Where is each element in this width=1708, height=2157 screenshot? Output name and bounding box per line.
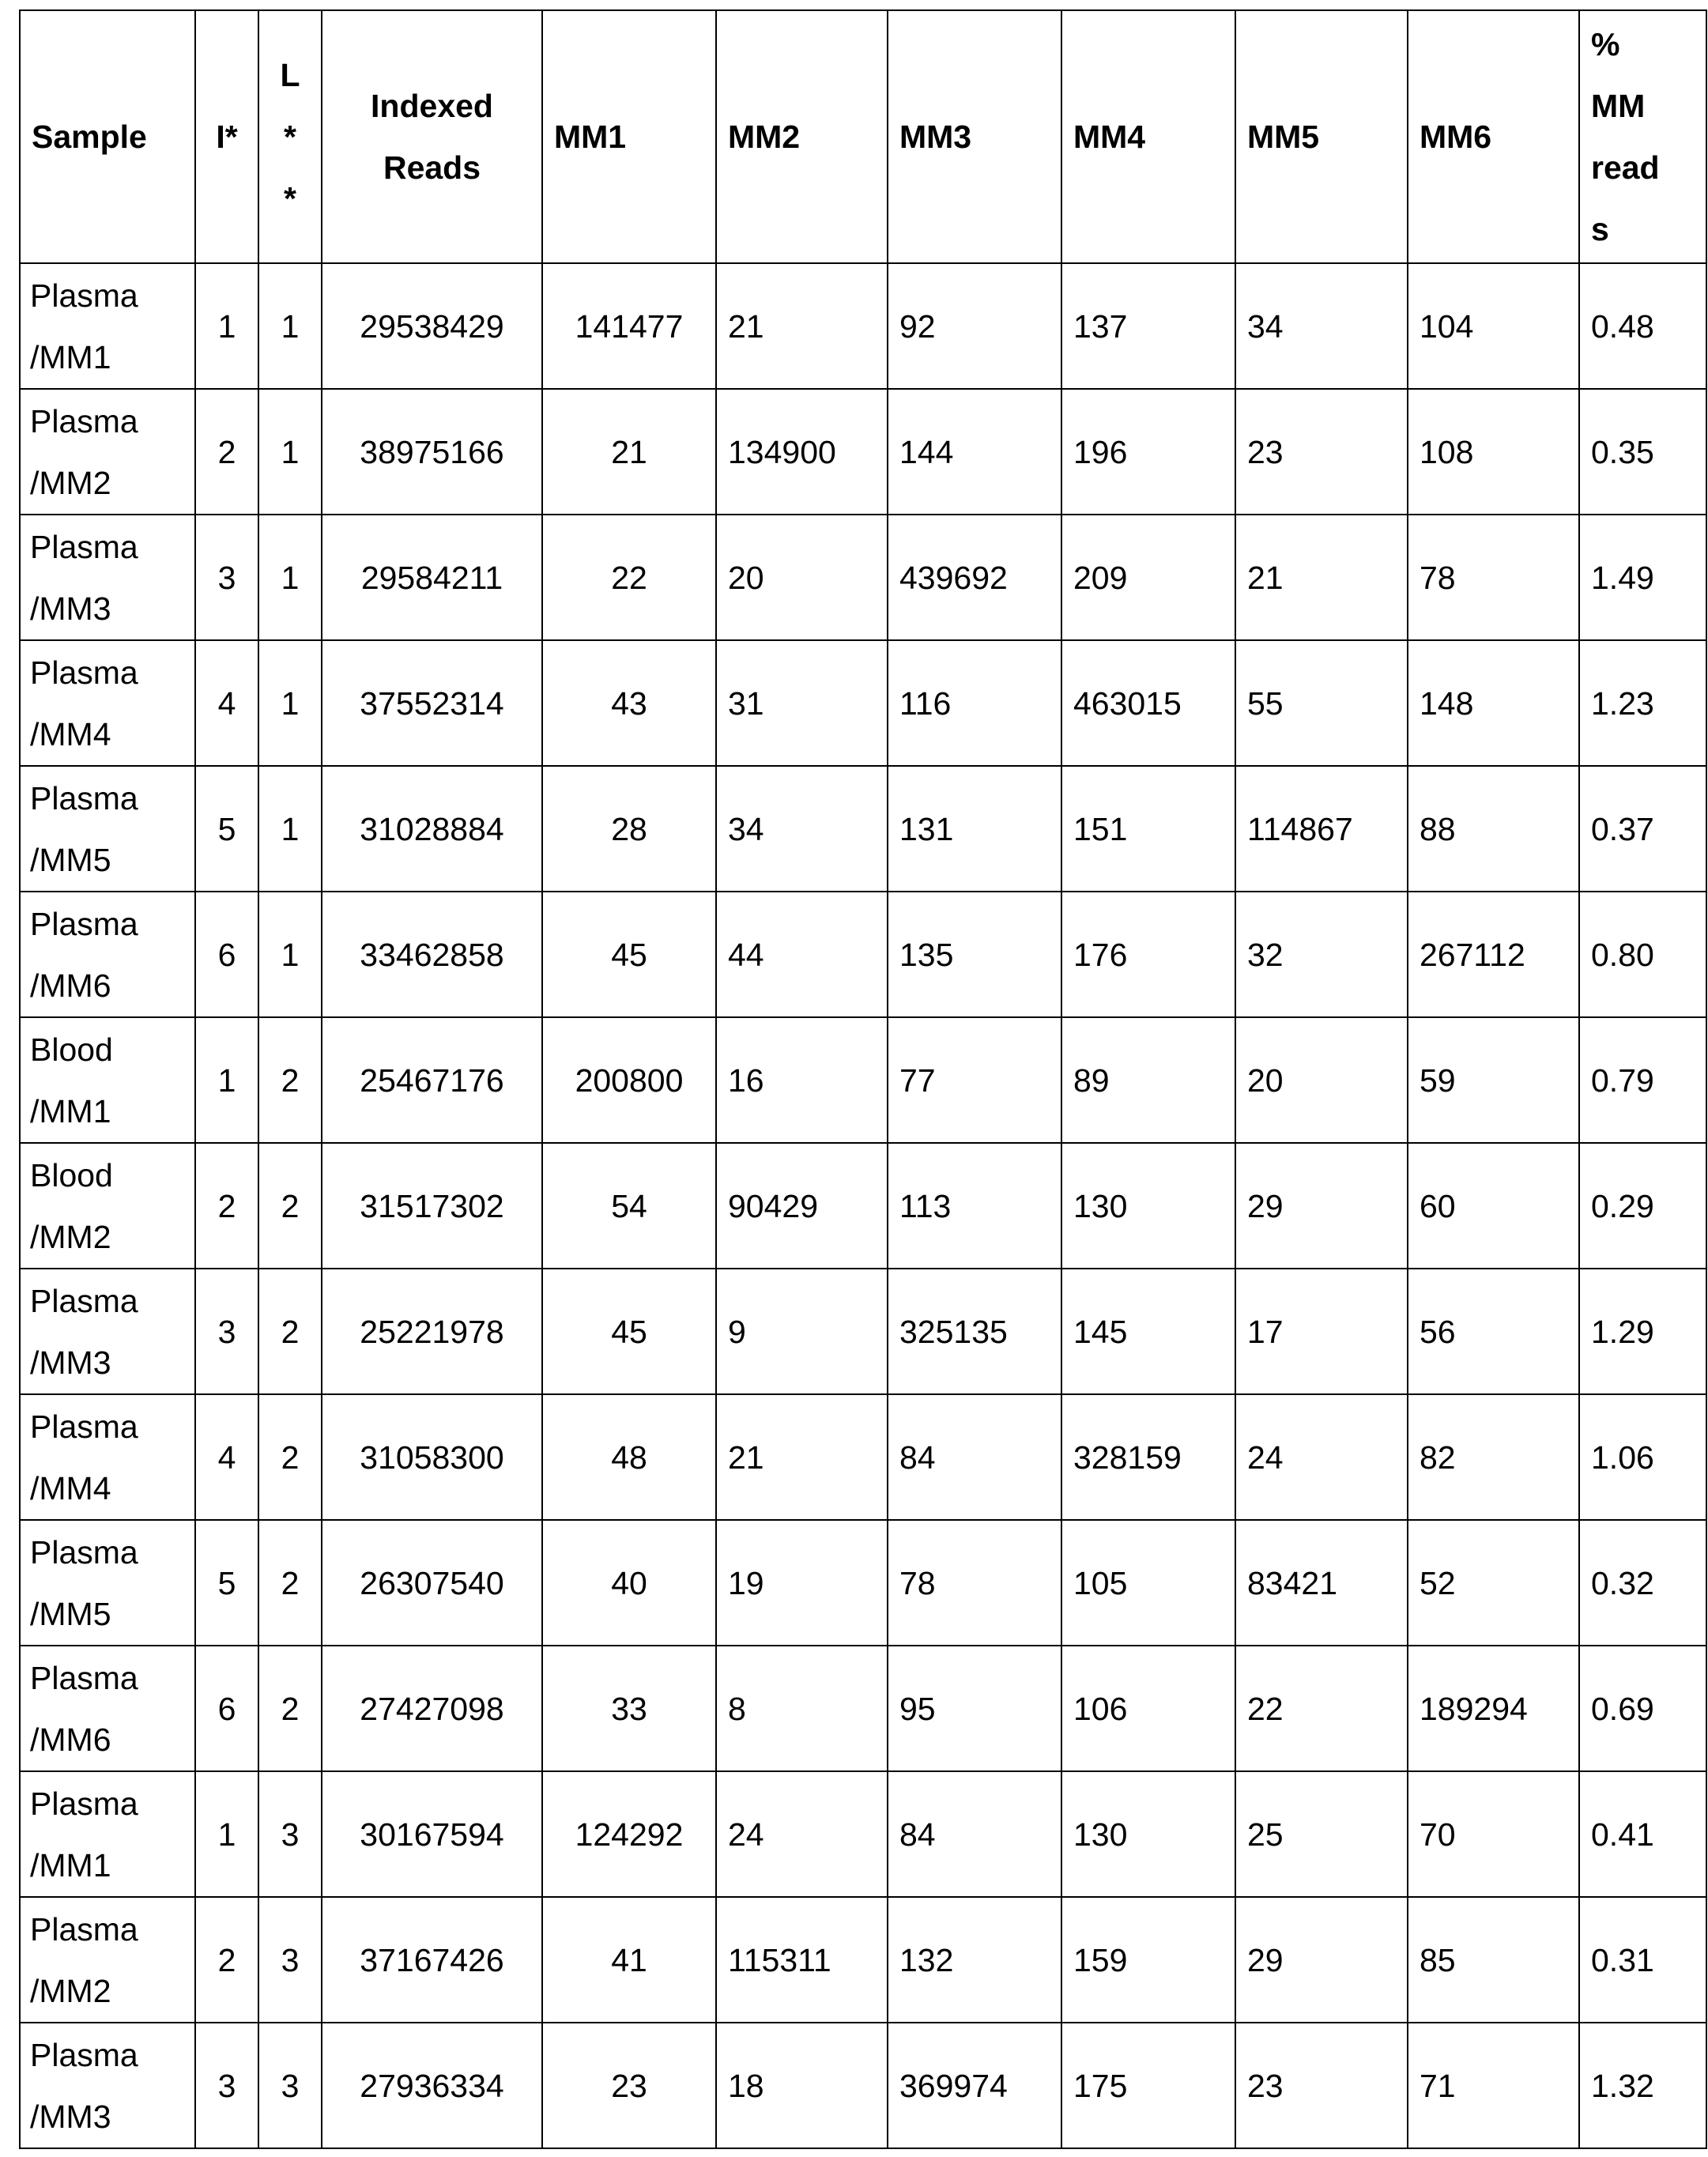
cell-mm5: 21 bbox=[1235, 515, 1408, 640]
cell-indexed-reads: 29584211 bbox=[322, 515, 542, 640]
cell-mm5: 114867 bbox=[1235, 766, 1408, 892]
header-l: L * * bbox=[258, 10, 322, 263]
cell-mm6: 56 bbox=[1408, 1269, 1579, 1394]
cell-pct-mm-reads: 0.35 bbox=[1579, 389, 1706, 515]
table-row bbox=[20, 389, 1706, 515]
cell-mm5: 20 bbox=[1235, 1017, 1408, 1143]
cell-mm2: 18 bbox=[716, 2023, 888, 2148]
cell-mm4: 151 bbox=[1061, 766, 1235, 892]
cell-mm1: 54 bbox=[542, 1143, 716, 1269]
cell-sample: Plasma /MM6 bbox=[20, 892, 195, 1017]
cell-pct-mm-reads: 1.49 bbox=[1579, 515, 1706, 640]
table-row bbox=[20, 1520, 1706, 1646]
cell-mm2: 19 bbox=[716, 1520, 888, 1646]
cell-mm5: 23 bbox=[1235, 2023, 1408, 2148]
cell-mm2: 8 bbox=[716, 1646, 888, 1771]
table-row bbox=[20, 1017, 1706, 1143]
cell-mm2: 9 bbox=[716, 1269, 888, 1394]
cell-i: 1 bbox=[195, 1017, 258, 1143]
table-row bbox=[20, 1143, 1706, 1269]
cell-indexed-reads: 31058300 bbox=[322, 1394, 542, 1520]
cell-l: 2 bbox=[258, 1017, 322, 1143]
cell-indexed-reads: 25467176 bbox=[322, 1017, 542, 1143]
cell-mm6: 70 bbox=[1408, 1771, 1579, 1897]
cell-mm6: 59 bbox=[1408, 1017, 1579, 1143]
cell-mm2: 20 bbox=[716, 515, 888, 640]
table-body bbox=[20, 263, 1706, 2148]
header-pct-mm-reads: % MM read s bbox=[1579, 10, 1706, 263]
cell-mm1: 28 bbox=[542, 766, 716, 892]
cell-mm5: 83421 bbox=[1235, 1520, 1408, 1646]
cell-pct-mm-reads: 0.41 bbox=[1579, 1771, 1706, 1897]
cell-indexed-reads: 38975166 bbox=[322, 389, 542, 515]
header-mm4: MM4 bbox=[1061, 10, 1235, 263]
cell-mm6: 189294 bbox=[1408, 1646, 1579, 1771]
cell-mm3: 92 bbox=[888, 263, 1061, 389]
cell-sample: Plasma /MM3 bbox=[20, 2023, 195, 2148]
cell-mm5: 23 bbox=[1235, 389, 1408, 515]
cell-i: 2 bbox=[195, 1143, 258, 1269]
cell-l: 2 bbox=[258, 1646, 322, 1771]
cell-i: 3 bbox=[195, 1269, 258, 1394]
cell-mm1: 45 bbox=[542, 892, 716, 1017]
cell-pct-mm-reads: 0.48 bbox=[1579, 263, 1706, 389]
cell-mm1: 124292 bbox=[542, 1771, 716, 1897]
cell-mm6: 60 bbox=[1408, 1143, 1579, 1269]
cell-i: 1 bbox=[195, 263, 258, 389]
cell-i: 2 bbox=[195, 389, 258, 515]
cell-mm2: 44 bbox=[716, 892, 888, 1017]
cell-mm6: 71 bbox=[1408, 2023, 1579, 2148]
cell-indexed-reads: 37167426 bbox=[322, 1897, 542, 2023]
cell-mm6: 88 bbox=[1408, 766, 1579, 892]
cell-mm4: 175 bbox=[1061, 2023, 1235, 2148]
cell-mm3: 131 bbox=[888, 766, 1061, 892]
cell-l: 2 bbox=[258, 1269, 322, 1394]
cell-mm6: 108 bbox=[1408, 389, 1579, 515]
cell-mm2: 21 bbox=[716, 1394, 888, 1520]
cell-pct-mm-reads: 1.23 bbox=[1579, 640, 1706, 766]
table-row bbox=[20, 1269, 1706, 1394]
table-row bbox=[20, 1897, 1706, 2023]
cell-mm3: 369974 bbox=[888, 2023, 1061, 2148]
cell-indexed-reads: 29538429 bbox=[322, 263, 542, 389]
cell-sample: Plasma /MM5 bbox=[20, 766, 195, 892]
cell-mm5: 25 bbox=[1235, 1771, 1408, 1897]
cell-mm5: 17 bbox=[1235, 1269, 1408, 1394]
cell-pct-mm-reads: 1.06 bbox=[1579, 1394, 1706, 1520]
cell-mm6: 267112 bbox=[1408, 892, 1579, 1017]
cell-l: 3 bbox=[258, 1771, 322, 1897]
cell-mm5: 32 bbox=[1235, 892, 1408, 1017]
cell-i: 4 bbox=[195, 640, 258, 766]
cell-mm1: 33 bbox=[542, 1646, 716, 1771]
cell-mm4: 89 bbox=[1061, 1017, 1235, 1143]
cell-sample: Plasma /MM2 bbox=[20, 389, 195, 515]
cell-mm3: 95 bbox=[888, 1646, 1061, 1771]
cell-mm4: 130 bbox=[1061, 1143, 1235, 1269]
cell-mm1: 21 bbox=[542, 389, 716, 515]
header-mm3: MM3 bbox=[888, 10, 1061, 263]
cell-pct-mm-reads: 0.80 bbox=[1579, 892, 1706, 1017]
cell-sample: Plasma /MM3 bbox=[20, 515, 195, 640]
cell-mm4: 137 bbox=[1061, 263, 1235, 389]
cell-sample: Plasma /MM3 bbox=[20, 1269, 195, 1394]
cell-i: 6 bbox=[195, 892, 258, 1017]
cell-mm3: 325135 bbox=[888, 1269, 1061, 1394]
cell-l: 1 bbox=[258, 892, 322, 1017]
header-mm6: MM6 bbox=[1408, 10, 1579, 263]
cell-sample: Plasma /MM4 bbox=[20, 640, 195, 766]
cell-indexed-reads: 30167594 bbox=[322, 1771, 542, 1897]
cell-pct-mm-reads: 0.69 bbox=[1579, 1646, 1706, 1771]
cell-mm4: 176 bbox=[1061, 892, 1235, 1017]
cell-indexed-reads: 33462858 bbox=[322, 892, 542, 1017]
cell-mm6: 104 bbox=[1408, 263, 1579, 389]
cell-l: 1 bbox=[258, 640, 322, 766]
cell-indexed-reads: 27427098 bbox=[322, 1646, 542, 1771]
cell-pct-mm-reads: 0.31 bbox=[1579, 1897, 1706, 2023]
cell-mm2: 134900 bbox=[716, 389, 888, 515]
cell-mm4: 159 bbox=[1061, 1897, 1235, 2023]
cell-mm3: 144 bbox=[888, 389, 1061, 515]
cell-mm1: 23 bbox=[542, 2023, 716, 2148]
cell-mm4: 105 bbox=[1061, 1520, 1235, 1646]
cell-l: 1 bbox=[258, 515, 322, 640]
cell-sample: Blood /MM1 bbox=[20, 1017, 195, 1143]
cell-mm4: 196 bbox=[1061, 389, 1235, 515]
cell-l: 1 bbox=[258, 263, 322, 389]
cell-i: 5 bbox=[195, 766, 258, 892]
cell-pct-mm-reads: 1.32 bbox=[1579, 2023, 1706, 2148]
cell-i: 1 bbox=[195, 1771, 258, 1897]
cell-mm3: 132 bbox=[888, 1897, 1061, 2023]
cell-mm3: 78 bbox=[888, 1520, 1061, 1646]
cell-i: 5 bbox=[195, 1520, 258, 1646]
cell-mm3: 135 bbox=[888, 892, 1061, 1017]
cell-mm2: 90429 bbox=[716, 1143, 888, 1269]
cell-mm4: 328159 bbox=[1061, 1394, 1235, 1520]
table-row bbox=[20, 1771, 1706, 1897]
mm-reads-table bbox=[19, 9, 1707, 2149]
cell-mm1: 141477 bbox=[542, 263, 716, 389]
cell-mm3: 439692 bbox=[888, 515, 1061, 640]
cell-mm1: 22 bbox=[542, 515, 716, 640]
cell-mm1: 48 bbox=[542, 1394, 716, 1520]
cell-indexed-reads: 37552314 bbox=[322, 640, 542, 766]
cell-pct-mm-reads: 0.79 bbox=[1579, 1017, 1706, 1143]
cell-mm3: 77 bbox=[888, 1017, 1061, 1143]
cell-mm4: 209 bbox=[1061, 515, 1235, 640]
header-sample: Sample bbox=[20, 10, 195, 263]
cell-sample: Plasma /MM1 bbox=[20, 1771, 195, 1897]
cell-mm5: 55 bbox=[1235, 640, 1408, 766]
cell-mm4: 463015 bbox=[1061, 640, 1235, 766]
cell-mm1: 41 bbox=[542, 1897, 716, 2023]
cell-i: 2 bbox=[195, 1897, 258, 2023]
cell-mm4: 130 bbox=[1061, 1771, 1235, 1897]
cell-indexed-reads: 31517302 bbox=[322, 1143, 542, 1269]
cell-l: 3 bbox=[258, 1897, 322, 2023]
cell-mm6: 85 bbox=[1408, 1897, 1579, 2023]
cell-mm1: 43 bbox=[542, 640, 716, 766]
cell-mm5: 24 bbox=[1235, 1394, 1408, 1520]
header-mm1: MM1 bbox=[542, 10, 716, 263]
cell-pct-mm-reads: 1.29 bbox=[1579, 1269, 1706, 1394]
cell-mm2: 115311 bbox=[716, 1897, 888, 2023]
cell-mm5: 22 bbox=[1235, 1646, 1408, 1771]
table-row bbox=[20, 892, 1706, 1017]
cell-indexed-reads: 27936334 bbox=[322, 2023, 542, 2148]
table-row bbox=[20, 515, 1706, 640]
cell-mm5: 29 bbox=[1235, 1897, 1408, 2023]
cell-mm5: 29 bbox=[1235, 1143, 1408, 1269]
cell-sample: Blood /MM2 bbox=[20, 1143, 195, 1269]
cell-i: 6 bbox=[195, 1646, 258, 1771]
cell-l: 2 bbox=[258, 1394, 322, 1520]
cell-mm4: 145 bbox=[1061, 1269, 1235, 1394]
header-mm5: MM5 bbox=[1235, 10, 1408, 263]
table-row bbox=[20, 766, 1706, 892]
header-mm2: MM2 bbox=[716, 10, 888, 263]
cell-mm3: 113 bbox=[888, 1143, 1061, 1269]
cell-mm2: 34 bbox=[716, 766, 888, 892]
header-row bbox=[20, 10, 1706, 263]
cell-sample: Plasma /MM2 bbox=[20, 1897, 195, 2023]
cell-mm6: 82 bbox=[1408, 1394, 1579, 1520]
cell-l: 2 bbox=[258, 1143, 322, 1269]
cell-l: 1 bbox=[258, 766, 322, 892]
cell-mm1: 40 bbox=[542, 1520, 716, 1646]
cell-mm6: 148 bbox=[1408, 640, 1579, 766]
cell-sample: Plasma /MM6 bbox=[20, 1646, 195, 1771]
cell-mm4: 106 bbox=[1061, 1646, 1235, 1771]
cell-mm5: 34 bbox=[1235, 263, 1408, 389]
cell-pct-mm-reads: 0.29 bbox=[1579, 1143, 1706, 1269]
cell-mm1: 200800 bbox=[542, 1017, 716, 1143]
cell-pct-mm-reads: 0.32 bbox=[1579, 1520, 1706, 1646]
cell-mm6: 52 bbox=[1408, 1520, 1579, 1646]
cell-i: 3 bbox=[195, 515, 258, 640]
table-row bbox=[20, 2023, 1706, 2148]
cell-l: 2 bbox=[258, 1520, 322, 1646]
table-row bbox=[20, 1646, 1706, 1771]
table-row bbox=[20, 1394, 1706, 1520]
header-indexed-reads: Indexed Reads bbox=[322, 10, 542, 263]
cell-mm3: 116 bbox=[888, 640, 1061, 766]
header-i: I* bbox=[195, 10, 258, 263]
cell-sample: Plasma /MM4 bbox=[20, 1394, 195, 1520]
cell-indexed-reads: 31028884 bbox=[322, 766, 542, 892]
cell-indexed-reads: 26307540 bbox=[322, 1520, 542, 1646]
cell-sample: Plasma /MM1 bbox=[20, 263, 195, 389]
cell-i: 4 bbox=[195, 1394, 258, 1520]
cell-i: 3 bbox=[195, 2023, 258, 2148]
cell-l: 1 bbox=[258, 389, 322, 515]
cell-mm6: 78 bbox=[1408, 515, 1579, 640]
table-row bbox=[20, 263, 1706, 389]
cell-pct-mm-reads: 0.37 bbox=[1579, 766, 1706, 892]
cell-indexed-reads: 25221978 bbox=[322, 1269, 542, 1394]
cell-mm2: 21 bbox=[716, 263, 888, 389]
cell-sample: Plasma /MM5 bbox=[20, 1520, 195, 1646]
cell-mm3: 84 bbox=[888, 1771, 1061, 1897]
cell-mm2: 31 bbox=[716, 640, 888, 766]
cell-mm1: 45 bbox=[542, 1269, 716, 1394]
cell-mm3: 84 bbox=[888, 1394, 1061, 1520]
table-row bbox=[20, 640, 1706, 766]
cell-mm2: 16 bbox=[716, 1017, 888, 1143]
cell-l: 3 bbox=[258, 2023, 322, 2148]
cell-mm2: 24 bbox=[716, 1771, 888, 1897]
